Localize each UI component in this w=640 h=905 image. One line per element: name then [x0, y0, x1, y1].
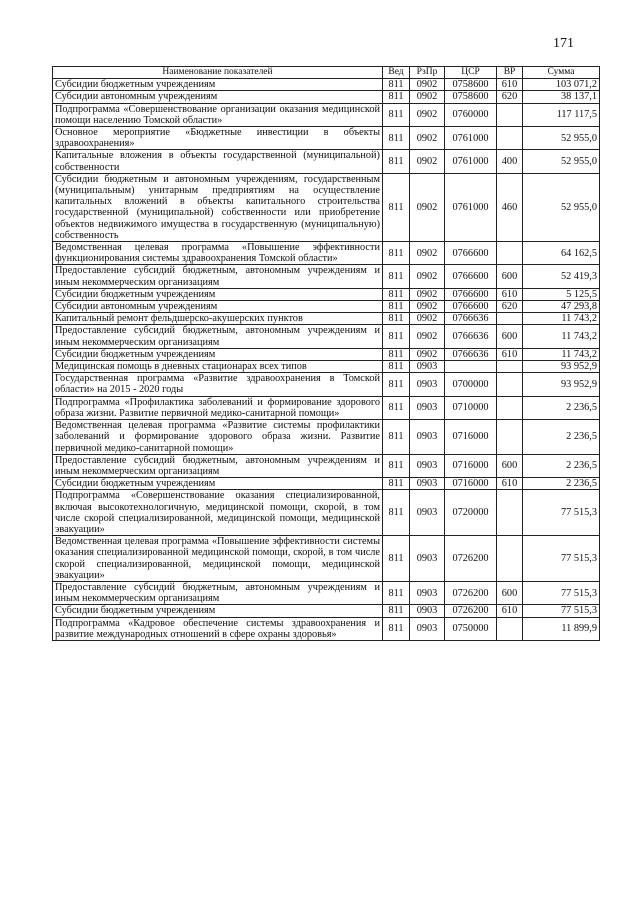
cell-ved: 811: [383, 478, 410, 490]
cell-csr: 0720000: [445, 490, 497, 536]
cell-csr: 0761000: [445, 127, 497, 150]
table-row: [53, 617, 600, 640]
cell-ved: 811: [383, 373, 410, 396]
table-row: [53, 325, 600, 348]
cell-csr: 0766636: [445, 348, 497, 360]
cell-ved: 811: [383, 396, 410, 419]
cell-vr: 600: [497, 581, 523, 604]
cell-rzpr: 0903: [410, 420, 445, 455]
table-row: [53, 396, 600, 419]
cell-csr: 0766636: [445, 325, 497, 348]
table-row: [53, 420, 600, 455]
cell-rzpr: 0903: [410, 373, 445, 396]
cell-ved: 811: [383, 420, 410, 455]
cell-sum: 77 515,3: [523, 581, 600, 604]
header-ved: Вед: [383, 67, 410, 79]
cell-ved: 811: [383, 265, 410, 288]
cell-sum: 47 293,8: [523, 301, 600, 313]
cell-ved: 811: [383, 79, 410, 91]
table-row: [53, 478, 600, 490]
table-row: [53, 490, 600, 536]
table-row: [53, 536, 600, 582]
cell-ved: 811: [383, 581, 410, 604]
cell-csr: 0766600: [445, 265, 497, 288]
cell-rzpr: 0902: [410, 301, 445, 313]
cell-rzpr: 0902: [410, 265, 445, 288]
cell-name: Субсидии бюджетным учреждениям: [53, 478, 383, 490]
cell-name: Основное мероприятие «Бюджетные инвестиции в объекты здравоохранения»: [53, 127, 383, 150]
cell-vr: [497, 361, 523, 373]
header-sum: Сумма: [523, 67, 600, 79]
cell-ved: 811: [383, 605, 410, 617]
cell-sum: 2 236,5: [523, 420, 600, 455]
cell-vr: 620: [497, 91, 523, 103]
cell-sum: 2 236,5: [523, 396, 600, 419]
cell-csr: 0758600: [445, 79, 497, 91]
cell-csr: 0716000: [445, 478, 497, 490]
cell-name: Субсидии бюджетным учреждениям: [53, 79, 383, 91]
table-row: [53, 79, 600, 91]
table-row: [53, 288, 600, 300]
table-row: [53, 373, 600, 396]
cell-rzpr: 0902: [410, 150, 445, 173]
cell-name: Субсидии автономным учреждениям: [53, 301, 383, 313]
cell-sum: 52 955,0: [523, 127, 600, 150]
cell-sum: 77 515,3: [523, 536, 600, 582]
table-row: [53, 454, 600, 477]
cell-rzpr: 0902: [410, 325, 445, 348]
page-number: 171: [553, 36, 574, 51]
cell-vr: 600: [497, 454, 523, 477]
table-row: [53, 127, 600, 150]
cell-vr: [497, 242, 523, 265]
cell-rzpr: 0903: [410, 396, 445, 419]
cell-sum: 2 236,5: [523, 478, 600, 490]
cell-vr: 400: [497, 150, 523, 173]
cell-sum: 93 952,9: [523, 361, 600, 373]
cell-ved: 811: [383, 150, 410, 173]
cell-vr: [497, 373, 523, 396]
cell-name: Капитальный ремонт фельдшерско-акушерских пунктов: [53, 313, 383, 325]
cell-ved: 811: [383, 348, 410, 360]
cell-vr: 610: [497, 605, 523, 617]
cell-csr: 0750000: [445, 617, 497, 640]
cell-rzpr: 0903: [410, 454, 445, 477]
cell-csr: 0766600: [445, 288, 497, 300]
cell-csr: 0700000: [445, 373, 497, 396]
cell-vr: [497, 396, 523, 419]
cell-csr: 0761000: [445, 150, 497, 173]
cell-ved: 811: [383, 103, 410, 126]
cell-rzpr: 0903: [410, 490, 445, 536]
cell-sum: 11 899,9: [523, 617, 600, 640]
table-row: [53, 605, 600, 617]
cell-csr: 0766600: [445, 301, 497, 313]
header-csr: ЦСР: [445, 67, 497, 79]
cell-vr: [497, 536, 523, 582]
cell-csr: 0758600: [445, 91, 497, 103]
cell-ved: 811: [383, 127, 410, 150]
cell-csr: [445, 361, 497, 373]
cell-sum: 2 236,5: [523, 454, 600, 477]
table-row: [53, 348, 600, 360]
table-row: [53, 581, 600, 604]
cell-rzpr: 0903: [410, 581, 445, 604]
cell-ved: 811: [383, 325, 410, 348]
cell-csr: 0710000: [445, 396, 497, 419]
cell-vr: 460: [497, 173, 523, 241]
cell-rzpr: 0902: [410, 288, 445, 300]
cell-ved: 811: [383, 242, 410, 265]
cell-csr: 0761000: [445, 173, 497, 241]
table-header-row: [53, 67, 600, 79]
cell-name: Субсидии бюджетным учреждениям: [53, 348, 383, 360]
table-body: [53, 79, 600, 641]
header-name: Наименование показателей: [53, 67, 383, 79]
cell-csr: 0766636: [445, 313, 497, 325]
cell-vr: 610: [497, 288, 523, 300]
cell-vr: 610: [497, 478, 523, 490]
cell-sum: 11 743,2: [523, 348, 600, 360]
cell-vr: 600: [497, 325, 523, 348]
cell-rzpr: 0902: [410, 79, 445, 91]
cell-rzpr: 0903: [410, 605, 445, 617]
cell-csr: 0760000: [445, 103, 497, 126]
table-row: [53, 173, 600, 241]
cell-rzpr: 0902: [410, 173, 445, 241]
cell-name: Субсидии бюджетным учреждениям: [53, 605, 383, 617]
cell-rzpr: 0902: [410, 313, 445, 325]
cell-vr: [497, 617, 523, 640]
cell-ved: 811: [383, 91, 410, 103]
cell-name: Субсидии бюджетным учреждениям: [53, 288, 383, 300]
cell-ved: 811: [383, 288, 410, 300]
table-row: [53, 91, 600, 103]
cell-rzpr: 0902: [410, 348, 445, 360]
cell-name: Предоставление субсидий бюджетным, автономным учреждениям и иным некоммерческим организациям: [53, 454, 383, 477]
cell-name: Государственная программа «Развитие здравоохранения в Томской области» на 2015 - 2020 годы: [53, 373, 383, 396]
cell-vr: 610: [497, 79, 523, 91]
cell-sum: 52 955,0: [523, 150, 600, 173]
cell-csr: 0726200: [445, 581, 497, 604]
cell-name: Предоставление субсидий бюджетным, автономным учреждениям и иным некоммерческим организациям: [53, 265, 383, 288]
cell-ved: 811: [383, 454, 410, 477]
cell-rzpr: 0903: [410, 361, 445, 373]
cell-ved: 811: [383, 313, 410, 325]
cell-vr: [497, 490, 523, 536]
cell-vr: [497, 103, 523, 126]
cell-sum: 77 515,3: [523, 605, 600, 617]
cell-name: Капитальные вложения в объекты государственной (муниципальной) собственности: [53, 150, 383, 173]
cell-rzpr: 0902: [410, 127, 445, 150]
cell-vr: 610: [497, 348, 523, 360]
cell-csr: 0766600: [445, 242, 497, 265]
cell-sum: 93 952,9: [523, 373, 600, 396]
cell-vr: 600: [497, 265, 523, 288]
header-vr: ВР: [497, 67, 523, 79]
table-row: [53, 242, 600, 265]
cell-rzpr: 0903: [410, 478, 445, 490]
cell-name: Ведомственная целевая программа «Повышение эффективности функционирования системы здравоохранения Томской области»: [53, 242, 383, 265]
cell-csr: 0716000: [445, 454, 497, 477]
budget-table: [52, 66, 600, 641]
table-row: [53, 103, 600, 126]
table-row: [53, 301, 600, 313]
cell-rzpr: 0903: [410, 536, 445, 582]
cell-csr: 0726200: [445, 536, 497, 582]
cell-sum: 103 071,2: [523, 79, 600, 91]
cell-name: Подпрограмма «Профилактика заболеваний и формирование здорового образа жизни. Развитие первичной медико-санитарной помощи»: [53, 396, 383, 419]
cell-rzpr: 0903: [410, 617, 445, 640]
cell-rzpr: 0902: [410, 103, 445, 126]
cell-sum: 11 743,2: [523, 325, 600, 348]
cell-rzpr: 0902: [410, 91, 445, 103]
table-row: [53, 313, 600, 325]
cell-csr: 0726200: [445, 605, 497, 617]
cell-vr: 620: [497, 301, 523, 313]
table-row: [53, 361, 600, 373]
cell-vr: [497, 313, 523, 325]
cell-sum: 11 743,2: [523, 313, 600, 325]
cell-sum: 64 162,5: [523, 242, 600, 265]
cell-ved: 811: [383, 301, 410, 313]
cell-name: Предоставление субсидий бюджетным, автономным учреждениям и иным некоммерческим организациям: [53, 325, 383, 348]
table-row: [53, 265, 600, 288]
cell-sum: 52 419,3: [523, 265, 600, 288]
cell-name: Субсидии бюджетным и автономным учреждениям, государственным (муниципальным) унитарным предприятиям на осуществление капитальных вложений в объекты капитального строительства государственной (муниципальной) собственности или приобретение объектов недвижимого имущества в государственную (муниципальную) собственность: [53, 173, 383, 241]
cell-name: Подпрограмма «Совершенствование организации оказания медицинской помощи населению Томской области»: [53, 103, 383, 126]
cell-sum: 52 955,0: [523, 173, 600, 241]
cell-ved: 811: [383, 490, 410, 536]
cell-ved: 811: [383, 536, 410, 582]
cell-vr: [497, 127, 523, 150]
table-row: [53, 150, 600, 173]
cell-sum: 5 125,5: [523, 288, 600, 300]
cell-name: Субсидии автономным учреждениям: [53, 91, 383, 103]
cell-name: Подпрограмма «Совершенствование оказания специализированной, включая высокотехнологичную, медицинской помощи, скорой, в том числе скорой специализированной, медицинской помощи, медицинской эвакуации»: [53, 490, 383, 536]
cell-name: Предоставление субсидий бюджетным, автономным учреждениям и иным некоммерческим организациям: [53, 581, 383, 604]
cell-name: Медицинская помощь в дневных стационарах всех типов: [53, 361, 383, 373]
cell-name: Ведомственная целевая программа «Развитие системы профилактики заболеваний и формирование здорового образа жизни. Развитие первичной медико-санитарной помощи»: [53, 420, 383, 455]
cell-ved: 811: [383, 173, 410, 241]
cell-rzpr: 0902: [410, 242, 445, 265]
cell-ved: 811: [383, 361, 410, 373]
header-rzpr: РзПр: [410, 67, 445, 79]
cell-ved: 811: [383, 617, 410, 640]
cell-sum: 77 515,3: [523, 490, 600, 536]
cell-sum: 38 137,1: [523, 91, 600, 103]
cell-csr: 0716000: [445, 420, 497, 455]
cell-sum: 117 117,5: [523, 103, 600, 126]
cell-vr: [497, 420, 523, 455]
cell-name: Ведомственная целевая программа «Повышение эффективности системы оказания специализированной медицинской помощи, скорой, в том числе скорой специализированной, медицинской помощи, медицинской эвакуации»: [53, 536, 383, 582]
cell-name: Подпрограмма «Кадровое обеспечение системы здравоохранения и развитие международных отношений в сфере охраны здоровья»: [53, 617, 383, 640]
